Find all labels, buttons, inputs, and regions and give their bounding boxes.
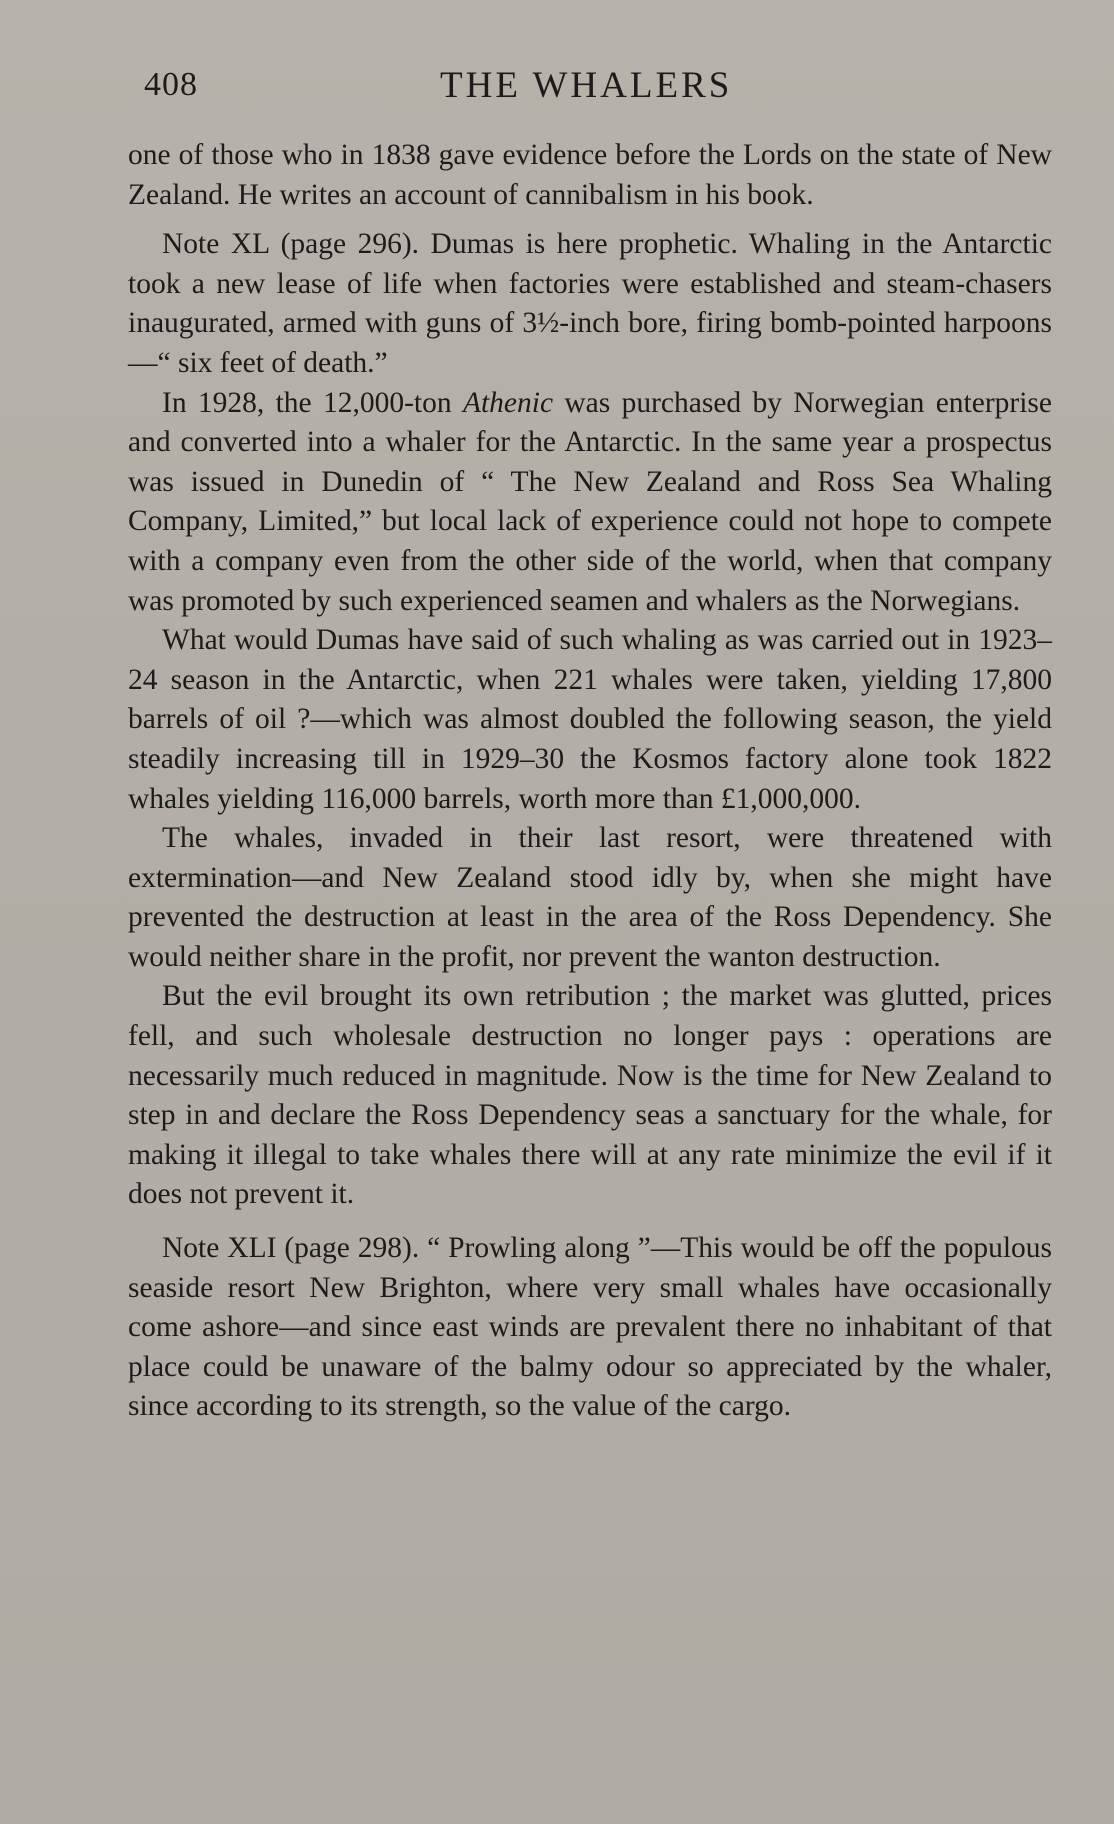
paragraph-note-xl: Note XL (page 296). Dumas is here prophetic. Whaling in the Antarctic took a new lease of life when factories were established and steam-chasers inaugurated, armed with guns of 3½-inch bore, firing bomb-pointed harpoons—“ six feet of death.” <box>128 228 1052 379</box>
paragraph-athenic-pre: In 1928, the 12,000-ton <box>162 386 463 419</box>
page-body <box>128 136 1052 1427</box>
paragraph-note-xli: Note XLI (page 298). “ Prowling along ”—This would be off the populous seaside resort New Brighton, where very small whales have occasionally come ashore—and since east winds are prevalent there no inhabitant of that place could be unaware of the balmy odour so appreciated by the whaler, since according to its strength, so the value of the cargo. <box>128 1232 1052 1423</box>
page-number: 408 <box>144 66 198 103</box>
page-header <box>144 60 1054 116</box>
running-head: THE WHALERS <box>440 65 733 106</box>
paragraph-continuation: one of those who in 1838 gave evidence before the Lords on the state of New Zealand. He writes an account of cannibalism in his book. <box>128 139 1052 211</box>
ship-name-athenic: Athenic <box>462 386 554 419</box>
paragraph-dumas-whaling: What would Dumas have said of such whaling as was carried out in 1923–24 season in the Antarctic, when 221 whales were taken, yielding 17,800 barrels of oil ?—which was almost doubled the following season, the yield steadily increasing till in 1929–30 the Kosmos factory alone took 1822 whales yielding 116,000 barrels, worth more than £1,000,000. <box>128 624 1052 815</box>
paragraph-athenic-post: was purchased by Norwegian enterprise and converted into a whaler for the Antarctic. In the same year a prospectus was issued in Dunedin of “ The New Zealand and Ross Sea Whaling Company, Limited,” but local lack of experience could not hope to compete with a company even from the other side of the world, when that company was promoted by such experienced seamen and whalers as the Norwegians. <box>128 386 1052 617</box>
paragraph-retribution: But the evil brought its own retribution ; the market was glutted, prices fell, and such wholesale destruction no longer pays : operations are necessarily much reduced in magnitude. Now is the time for New Zealand to step in and declare the Ross Dependency seas a sanctuary for the whale, for making it illegal to take whales there will at any rate minimize the evil if it does not prevent it. <box>128 980 1052 1211</box>
paragraph-athenic <box>128 384 1052 622</box>
paragraph-extermination: The whales, invaded in their last resort, were threatened with extermination—and New Zealand stood idly by, when she might have prevented the destruction at least in the area of the Ross Dependency. She would neither share in the profit, nor prevent the wanton destruction. <box>128 822 1052 973</box>
